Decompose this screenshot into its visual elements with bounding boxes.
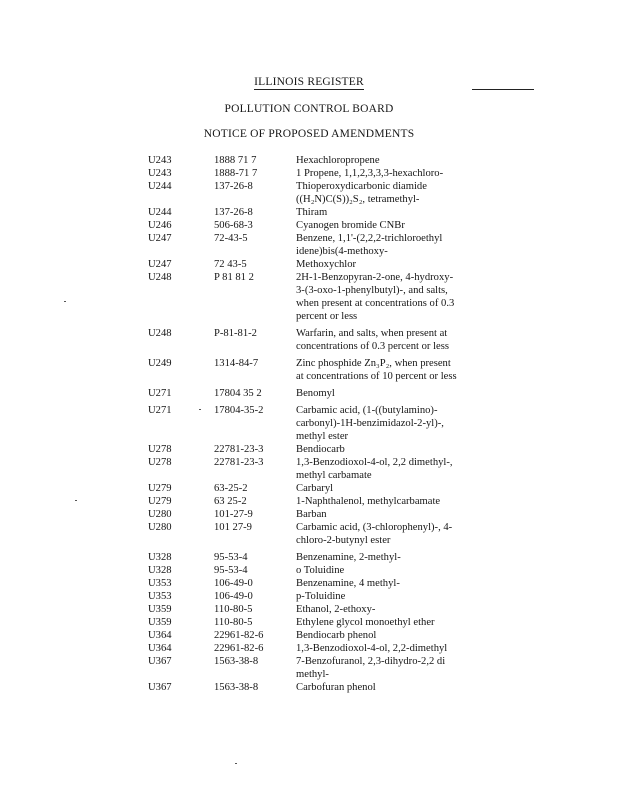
waste-code: U367: [148, 682, 172, 693]
substance-name: [296, 357, 464, 383]
waste-code: U244: [148, 207, 172, 218]
substance-name-line: 1-Naphthalenol, methylcarbamate: [296, 496, 441, 507]
cas-number: 17804-35-2: [214, 405, 264, 416]
substance-name: [296, 482, 464, 495]
agency-title: POLLUTION CONTROL BOARD: [224, 103, 394, 115]
cas-number: 137-26-8: [214, 181, 253, 192]
table-row: [0, 551, 618, 564]
substance-name-line: at concentrations of 10 percent or less: [296, 371, 457, 382]
table-row: [0, 495, 618, 508]
waste-code: U364: [148, 630, 172, 641]
substance-name: [296, 404, 464, 443]
waste-code: U248: [148, 272, 172, 283]
table-row: [0, 590, 618, 603]
cas-number: 106-49-0: [214, 578, 253, 589]
table-row: [0, 681, 618, 694]
cas-number: 137-26-8: [214, 207, 253, 218]
cas-number: 1563-38-8: [214, 682, 259, 693]
table-row: [0, 357, 618, 383]
waste-code: U246: [148, 220, 172, 231]
substance-name-line: Benzene, 1,1'-(2,2,2-trichloroethyl: [296, 233, 443, 244]
cas-number: 101-27-9: [214, 509, 253, 520]
table-row: [0, 616, 618, 629]
cas-number: 101 27-9: [214, 522, 252, 533]
waste-code: U249: [148, 358, 172, 369]
substance-name: [296, 154, 464, 167]
waste-code: U353: [148, 578, 172, 589]
substance-name: [296, 232, 464, 258]
substance-name: [296, 616, 464, 629]
waste-code: U271: [148, 388, 172, 399]
substance-name-line: Cyanogen bromide CNBr: [296, 220, 405, 231]
substance-name-line: Barban: [296, 509, 327, 520]
waste-code: U244: [148, 181, 172, 192]
cas-number: 63 25-2: [214, 496, 247, 507]
table-row: [0, 456, 618, 482]
table-row: [0, 232, 618, 258]
cas-number: P-81-81-2: [214, 328, 257, 339]
scan-speck: [75, 500, 77, 501]
substance-name-line: Zinc phosphide Zn₃P₂, when present: [296, 358, 451, 369]
scan-speck: [235, 763, 237, 764]
waste-code: U247: [148, 259, 172, 270]
waste-code: U328: [148, 565, 172, 576]
substance-name-line: methyl-: [296, 669, 329, 680]
table-row: [0, 271, 618, 323]
table-row: [0, 387, 618, 400]
waste-code: U280: [148, 509, 172, 520]
substance-name-line: 2H-1-Benzopyran-2-one, 4-hydroxy-: [296, 272, 454, 283]
waste-code: U278: [148, 444, 172, 455]
waste-code: U243: [148, 155, 172, 166]
cas-number: 110-80-5: [214, 617, 253, 628]
substance-name-line: idene)bis(4-methoxy-: [296, 246, 388, 257]
waste-code: U367: [148, 656, 172, 667]
substance-name-line: Hexachloropropene: [296, 155, 380, 166]
substance-name-line: p-Toluidine: [296, 591, 346, 602]
substance-name-line: Thiram: [296, 207, 328, 218]
cas-number: 1888 71 7: [214, 155, 257, 166]
cas-number: 22961-82-6: [214, 643, 264, 654]
scan-speck: [199, 409, 201, 410]
substance-name-line: 1,3-Benzodioxol-4-ol, 2,2 dimethyl-,: [296, 457, 453, 468]
substance-name-line: Benomyl: [296, 388, 335, 399]
notice-title: NOTICE OF PROPOSED AMENDMENTS: [203, 128, 415, 140]
cas-number: 63-25-2: [214, 483, 248, 494]
waste-code: U279: [148, 496, 172, 507]
waste-code-table: [0, 154, 618, 694]
substance-name-line: carbonyl)-1H-benzimidazol-2-yl)-,: [296, 418, 444, 429]
cas-number: P 81 81 2: [214, 272, 254, 283]
table-row: [0, 642, 618, 655]
substance-name-line: Ethanol, 2-ethoxy-: [296, 604, 376, 615]
table-row: [0, 577, 618, 590]
substance-name: [296, 681, 464, 694]
substance-name: [296, 167, 464, 180]
cas-number: 22781-23-3: [214, 444, 264, 455]
substance-name: [296, 271, 464, 323]
cas-number: 1314-84-7: [214, 358, 259, 369]
table-row: [0, 258, 618, 271]
table-row: [0, 564, 618, 577]
substance-name: [296, 508, 464, 521]
substance-name-line: when present at concentrations of 0.3: [296, 298, 455, 309]
substance-name-line: Carbofuran phenol: [296, 682, 376, 693]
cas-number: 95-53-4: [214, 552, 248, 563]
substance-name-line: Thioperoxydicarbonic diamide: [296, 181, 427, 192]
cas-number: 110-80-5: [214, 604, 253, 615]
substance-name-line: concentrations of 0.3 percent or less: [296, 341, 449, 352]
substance-name-line: Benzenamine, 4 methyl-: [296, 578, 400, 589]
table-row: [0, 206, 618, 219]
cas-number: 22781-23-3: [214, 457, 264, 468]
table-row: [0, 443, 618, 456]
table-row: [0, 180, 618, 206]
substance-name: [296, 590, 464, 603]
substance-name: [296, 551, 464, 564]
waste-code: U279: [148, 483, 172, 494]
table-row: [0, 404, 618, 443]
substance-name-line: 7-Benzofuranol, 2,3-dihydro-2,2 di: [296, 656, 446, 667]
table-row: [0, 603, 618, 616]
substance-name-line: percent or less: [296, 311, 358, 322]
substance-name-line: Carbamic acid, (1-((butylamino)-: [296, 405, 438, 416]
substance-name: [296, 642, 464, 655]
waste-code: U364: [148, 643, 172, 654]
waste-code: U328: [148, 552, 172, 563]
substance-name-line: methyl ester: [296, 431, 349, 442]
substance-name-line: Warfarin, and salts, when present at: [296, 328, 448, 339]
substance-name: [296, 655, 464, 681]
cas-number: 106-49-0: [214, 591, 253, 602]
table-row: [0, 219, 618, 232]
substance-name-line: o Toluidine: [296, 565, 345, 576]
substance-name: [296, 456, 464, 482]
waste-code: U359: [148, 617, 172, 628]
table-row: [0, 154, 618, 167]
substance-name: [296, 629, 464, 642]
substance-name: [296, 219, 464, 232]
substance-name-line: Ethylene glycol monoethyl ether: [296, 617, 435, 628]
substance-name: [296, 180, 464, 206]
cas-number: 1888-71 7: [214, 168, 258, 179]
waste-code: U353: [148, 591, 172, 602]
substance-name: [296, 327, 464, 353]
table-row: [0, 167, 618, 180]
substance-name-line: Bendiocarb phenol: [296, 630, 377, 641]
substance-name-line: chloro-2-butynyl ester: [296, 535, 391, 546]
cas-number: 1563-38-8: [214, 656, 259, 667]
table-row: [0, 655, 618, 681]
table-row: [0, 521, 618, 547]
waste-code: U271: [148, 405, 172, 416]
cas-number: 72 43-5: [214, 259, 247, 270]
waste-code: U248: [148, 328, 172, 339]
substance-name: [296, 521, 464, 547]
substance-name-line: methyl carbamate: [296, 470, 372, 481]
substance-name-line: 1 Propene, 1,1,2,3,3,3-hexachloro-: [296, 168, 444, 179]
substance-name-line: 1,3-Benzodioxol-4-ol, 2,2-dimethyl: [296, 643, 448, 654]
substance-name: [296, 577, 464, 590]
header-rule: [472, 89, 534, 90]
scan-speck: [64, 301, 66, 302]
cas-number: 17804 35 2: [214, 388, 262, 399]
substance-name-line: Benzenamine, 2-methyl-: [296, 552, 401, 563]
cas-number: 72-43-5: [214, 233, 248, 244]
substance-name-line: 3-(3-oxo-1-phenylbutyl)-, and salts,: [296, 285, 448, 296]
waste-code: U247: [148, 233, 172, 244]
waste-code: U280: [148, 522, 172, 533]
substance-name: [296, 387, 464, 400]
table-row: [0, 482, 618, 495]
substance-name: [296, 495, 464, 508]
table-row: [0, 327, 618, 353]
table-row: [0, 508, 618, 521]
waste-code: U359: [148, 604, 172, 615]
table-row: [0, 629, 618, 642]
substance-name: [296, 564, 464, 577]
substance-name-line: Bendiocarb: [296, 444, 345, 455]
substance-name-line: Methoxychlor: [296, 259, 357, 270]
substance-name: [296, 443, 464, 456]
substance-name-line: Carbamic acid, (3-chlorophenyl)-, 4-: [296, 522, 453, 533]
waste-code: U243: [148, 168, 172, 179]
substance-name-line: Carbaryl: [296, 483, 334, 494]
substance-name: [296, 603, 464, 616]
substance-name-line: ((H₂N)C(S))₂S₂, tetramethyl-: [296, 194, 420, 205]
cas-number: 95-53-4: [214, 565, 248, 576]
waste-code: U278: [148, 457, 172, 468]
substance-name: [296, 258, 464, 271]
register-title: ILLINOIS REGISTER: [254, 76, 364, 88]
substance-name: [296, 206, 464, 219]
cas-number: 22961-82-6: [214, 630, 264, 641]
cas-number: 506-68-3: [214, 220, 253, 231]
